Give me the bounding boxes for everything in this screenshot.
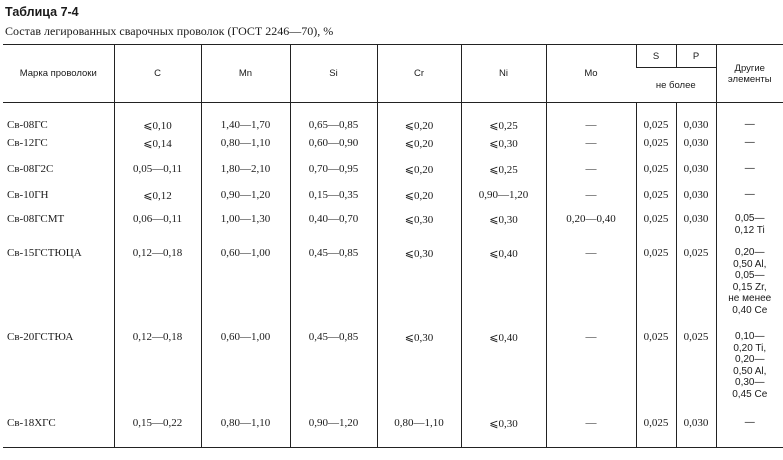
cell-si: 0,90—1,20 [290, 412, 377, 447]
cell-p: 0,030 [676, 412, 716, 447]
cell-cr: 0,80—1,10 [377, 412, 461, 447]
cell-cr: ⩽0,20 [377, 158, 461, 184]
cell-si: 0,45—0,85 [290, 326, 377, 412]
cell-mn: 0,60—1,00 [201, 326, 290, 412]
cell-cr: ⩽0,20 [377, 103, 461, 133]
cell-si: 0,70—0,95 [290, 158, 377, 184]
cell-c: 0,06—0,11 [114, 208, 201, 242]
cell-ni: ⩽0,25 [461, 158, 546, 184]
header-ni: Ni [461, 45, 546, 103]
cell-si: 0,40—0,70 [290, 208, 377, 242]
header-s: S [636, 45, 676, 68]
header-mn: Mn [201, 45, 290, 103]
cell-ni: ⩽0,40 [461, 326, 546, 412]
cell-mn: 1,00—1,30 [201, 208, 290, 242]
cell-other: 0,20— 0,50 Al, 0,05— 0,15 Zr, не менее 0,40 Ce [716, 242, 783, 326]
cell-mo: — [546, 184, 636, 208]
cell-s: 0,025 [636, 184, 676, 208]
composition-table-container [3, 44, 772, 456]
cell-mn: 0,80—1,10 [201, 132, 290, 158]
cell-mo: — [546, 132, 636, 158]
cell-c: 0,12—0,18 [114, 326, 201, 412]
cell-s: 0,025 [636, 132, 676, 158]
cell-mo: — [546, 103, 636, 133]
cell-c: 0,12—0,18 [114, 242, 201, 326]
cell-grade: Св-18ХГС [3, 412, 114, 447]
cell-s: 0,025 [636, 242, 676, 326]
cell-mo: — [546, 158, 636, 184]
cell-ni: ⩽0,30 [461, 132, 546, 158]
cell-p: 0,025 [676, 242, 716, 326]
header-c: C [114, 45, 201, 103]
cell-mo: — [546, 242, 636, 326]
cell-p: 0,030 [676, 208, 716, 242]
cell-si: 0,60—0,90 [290, 132, 377, 158]
table-row [3, 132, 783, 158]
cell-cr: ⩽0,20 [377, 184, 461, 208]
cell-si: 0,65—0,85 [290, 103, 377, 133]
cell-p: 0,030 [676, 103, 716, 133]
cell-grade: Св-08ГСМТ [7, 213, 65, 225]
table-row [3, 158, 783, 184]
cell-cr: ⩽0,30 [377, 326, 461, 412]
table-row [3, 326, 783, 412]
cell-other: — [716, 158, 783, 184]
cell-s: 0,025 [636, 326, 676, 412]
cell-cr: ⩽0,30 [377, 242, 461, 326]
cell-grade: Св-10ГН [7, 189, 49, 201]
header-grade: Марка проволоки [19, 68, 97, 79]
table-row [3, 103, 783, 133]
cell-c: ⩽0,10 [114, 103, 201, 133]
header-mo: Mo [546, 45, 636, 103]
cell-other: 0,10— 0,20 Ti, 0,20— 0,50 Al, 0,30— 0,45 Ce [716, 326, 783, 412]
cell-grade: Св-12ГС [7, 137, 48, 149]
table-row [3, 208, 783, 242]
cell-p: 0,030 [676, 184, 716, 208]
cell-grade: Св-08Г2С [7, 163, 54, 175]
cell-other: — [716, 103, 783, 133]
cell-s: 0,025 [636, 412, 676, 447]
header-p: P [676, 45, 716, 68]
cell-ni: ⩽0,40 [461, 242, 546, 326]
cell-mo: 0,20—0,40 [546, 208, 636, 242]
header-sp-note: не более [636, 68, 716, 103]
cell-other: — [716, 132, 783, 158]
cell-c: ⩽0,14 [114, 132, 201, 158]
header-other: Другие элементы [716, 45, 783, 103]
cell-mn: 0,80—1,10 [201, 412, 290, 447]
cell-grade: Св-20ГСТЮА [7, 331, 74, 343]
header-cr: Cr [377, 45, 461, 103]
cell-ni: ⩽0,30 [461, 412, 546, 447]
cell-mn: 0,60—1,00 [201, 242, 290, 326]
table-row [3, 412, 783, 447]
cell-s: 0,025 [636, 158, 676, 184]
table-row [3, 184, 783, 208]
cell-mn: 1,40—1,70 [201, 103, 290, 133]
cell-s: 0,025 [636, 103, 676, 133]
cell-c: 0,15—0,22 [114, 412, 201, 447]
table-body [3, 103, 783, 448]
cell-other: — [716, 412, 783, 447]
cell-si: 0,45—0,85 [290, 242, 377, 326]
cell-s: 0,025 [636, 208, 676, 242]
cell-c: 0,05—0,11 [114, 158, 201, 184]
table-number: Таблица 7-4 [5, 5, 79, 19]
table-row [3, 242, 783, 326]
cell-p: 0,030 [676, 132, 716, 158]
cell-mo: — [546, 412, 636, 447]
header-si: Si [290, 45, 377, 103]
cell-ni: ⩽0,25 [461, 103, 546, 133]
cell-grade: Св-08ГС [7, 119, 48, 131]
cell-other: 0,05— 0,12 Ti [716, 208, 783, 242]
composition-table [3, 44, 783, 448]
cell-mn: 0,90—1,20 [201, 184, 290, 208]
cell-grade: Св-15ГСТЮЦА [7, 247, 82, 259]
cell-cr: ⩽0,30 [377, 208, 461, 242]
cell-ni: 0,90—1,20 [461, 184, 546, 208]
cell-other: — [716, 184, 783, 208]
cell-c: ⩽0,12 [114, 184, 201, 208]
cell-mo: — [546, 326, 636, 412]
cell-p: 0,030 [676, 158, 716, 184]
cell-cr: ⩽0,20 [377, 132, 461, 158]
table-caption: Состав легированных сварочных проволок (ГОСТ 2246—70), % [5, 24, 334, 38]
cell-mn: 1,80—2,10 [201, 158, 290, 184]
cell-si: 0,15—0,35 [290, 184, 377, 208]
cell-ni: ⩽0,30 [461, 208, 546, 242]
cell-p: 0,025 [676, 326, 716, 412]
